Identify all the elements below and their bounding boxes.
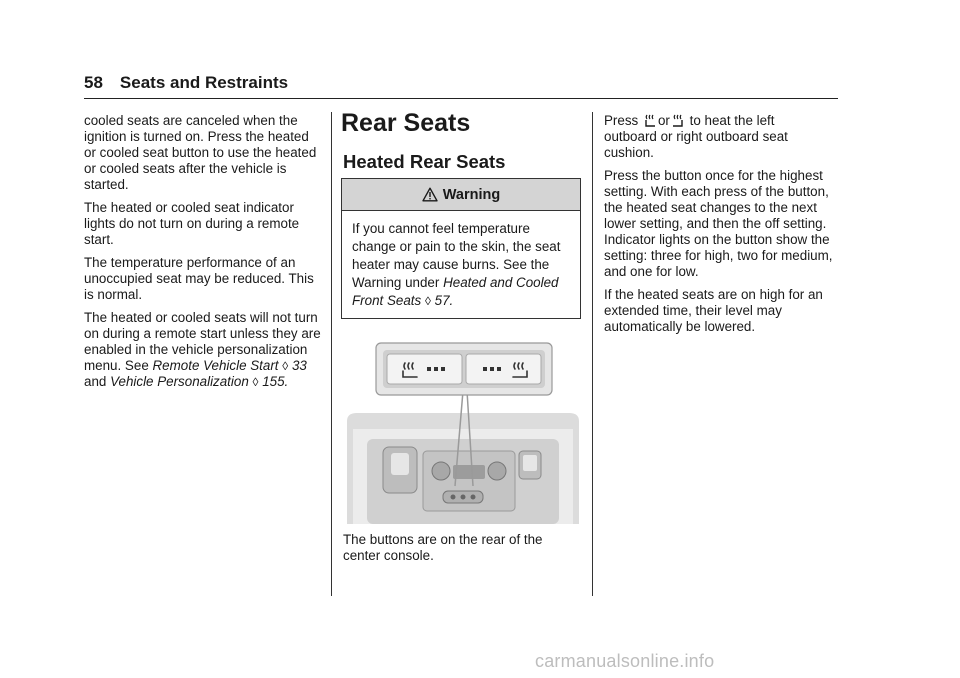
section-heading: Rear Seats	[341, 109, 471, 137]
page-ref[interactable]: 57.	[434, 293, 454, 308]
page-number: 58	[84, 73, 103, 92]
page-ref[interactable]: 155.	[262, 374, 289, 389]
section-title: Seats and Restraints	[119, 73, 289, 92]
warning-box	[341, 178, 581, 319]
warning-triangle-icon	[422, 187, 438, 202]
column-1	[84, 113, 324, 397]
heated-front-seats-link[interactable]: Heated and Cooled Front Seats	[352, 275, 559, 308]
paragraph: Press or to heat the left outboard or right outboard seat cushion.	[604, 113, 788, 160]
rear-console-illustration	[347, 341, 579, 524]
warning-header	[342, 179, 580, 211]
page-header	[84, 73, 288, 93]
paragraph: The heated or cooled seat indicator lights do not turn on during a remote start.	[84, 200, 300, 247]
paragraph: Press the button once for the highest setting. With each press of the button, the heated seat changes to the next lower setting, and then the off setting. Indicator lights on the button show the setting: three for high, two for medium, and one for low.	[604, 168, 833, 279]
vehicle-personalization-link[interactable]: Vehicle Personalization	[110, 374, 249, 389]
xref-icon: ◊	[424, 294, 431, 308]
xref-icon: ◊	[252, 375, 259, 389]
column-3	[604, 113, 840, 342]
header-rule	[84, 98, 838, 99]
remote-start-link[interactable]: Remote Vehicle Start	[152, 358, 279, 373]
figure-caption: The buttons are on the rear of the center console.	[343, 532, 543, 563]
paragraph: The heated or cooled seats will not turn on during a remote start unless they are enabled in the vehicle personalization menu. See Remote Vehicle Start ◊ 33 and Vehicle Personalization ◊ 155.	[84, 310, 321, 389]
page-ref[interactable]: 33	[291, 358, 307, 373]
left-heated-seat-icon	[644, 114, 656, 128]
column-divider-right	[592, 112, 593, 596]
paragraph: cooled seats are canceled when the ignition is turned on. Press the heated or cooled seat button to use the heated or cooled seats after the vehicle is started.	[84, 113, 317, 192]
warning-body: If you cannot feel temperature change or pain to the skin, the seat heater may cause burns. See the Warning under Heated and Cooled Front Seats ◊ 57.	[352, 221, 561, 308]
watermark: carmanualsonline.info	[535, 651, 715, 671]
column-2	[341, 108, 581, 174]
column-divider-left	[331, 112, 332, 596]
right-heated-seat-icon	[672, 114, 684, 128]
xref-icon: ◊	[282, 359, 289, 373]
warning-title: Warning	[442, 186, 501, 203]
paragraph: The temperature performance of an unoccupied seat may be reduced. This is normal.	[84, 255, 314, 302]
paragraph: If the heated seats are on high for an extended time, their level may automatically be lowered.	[604, 287, 823, 334]
subsection-heading: Heated Rear Seats	[343, 151, 506, 172]
